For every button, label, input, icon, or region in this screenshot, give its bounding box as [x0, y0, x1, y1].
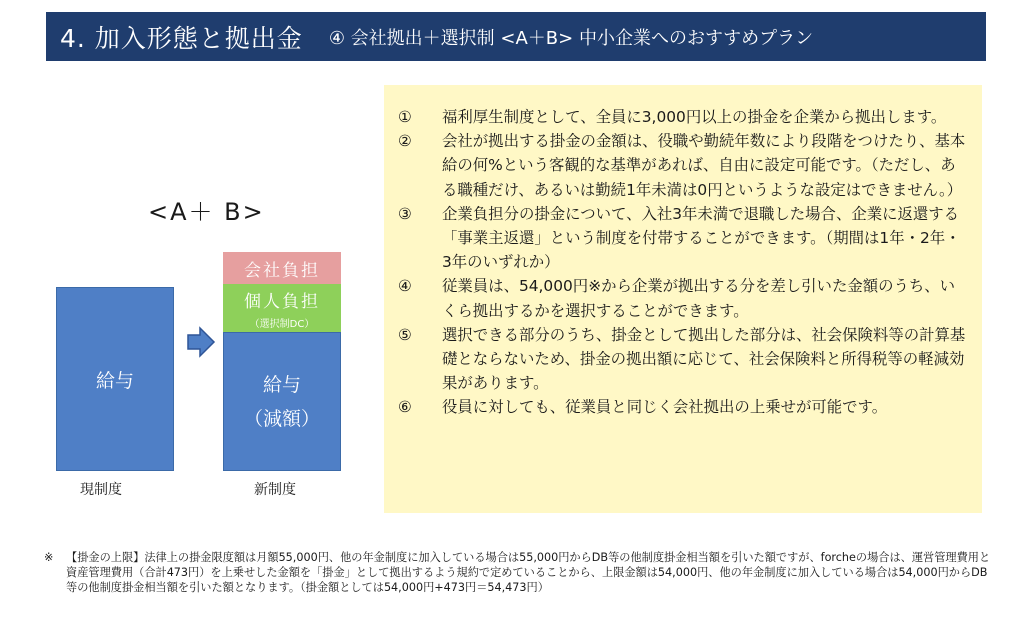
item-text: 従業員は、54,000円※から企業が拠出する分を差し引いた金額のうち、いくら拠出するかを選択することができます。	[442, 277, 956, 320]
note-mark: ※	[44, 551, 54, 564]
new-salary-label: 給与	[262, 373, 301, 396]
title-banner	[46, 12, 986, 61]
item-number: ②	[398, 132, 412, 151]
item-text: 役員に対しても、従業員と同じく会社拠出の上乗せが可能です。	[442, 398, 888, 417]
new-salary-bar	[223, 332, 341, 471]
list-item	[398, 274, 970, 322]
new-system-caption: 新制度	[254, 482, 296, 498]
explanation-box	[384, 85, 982, 513]
item-number: ④	[398, 277, 412, 296]
item-text: 企業負担分の掛金について、入社3年未満で退職した場合、企業に返還する「事業主返還」という制度を付帯することができます。（期間は1年・2年・3年のいずれか）	[442, 204, 961, 272]
current-system-caption: 現制度	[80, 482, 122, 498]
company-share-block	[223, 252, 341, 284]
old-salary-bar	[56, 287, 174, 471]
note-text: 【掛金の上限】法律上の掛金限度額は月額55,000円、他の年金制度に加入している場合は55,000円からDB等の他制度掛金相当額を引いた額ですが、forcheの場合は、運営管理費用と資産管理費用（合計473円）を上乗せした金額を「掛金」として拠出するよう規約で定めていることから、上限金額は54,000円、他の年金制度に加入している場合は54,000円からDB等の他制度掛金相当額を引いた額となります。（掛金額としては54,000円+473円＝54,473円）	[66, 551, 991, 594]
list-item	[398, 395, 970, 419]
item-text: 福利厚生制度として、全員に3,000円以上の掛金を企業から拠出します。	[442, 108, 947, 126]
reduced-label: （減額）	[243, 407, 320, 430]
page-subtitle: ④ 会社拠出＋選択制 <A＋B> 中小企業へのおすすめプラン	[328, 27, 814, 49]
item-number: ⑥	[398, 398, 412, 417]
list-item	[398, 323, 970, 396]
plan-label: <A＋ B>	[148, 198, 265, 226]
item-number: ⑤	[398, 325, 412, 344]
personal-share-block	[223, 284, 341, 332]
list-item	[398, 129, 970, 202]
right-arrow-icon	[186, 326, 216, 358]
item-number: ③	[398, 204, 412, 223]
old-salary-label: 給与	[95, 369, 134, 392]
company-share-label: 会社負担	[244, 260, 320, 281]
list-item	[398, 202, 970, 275]
personal-share-label: 個人負担	[244, 291, 320, 312]
footnote	[44, 550, 994, 595]
list-item	[398, 105, 970, 129]
item-text: 会社が拠出する掛金の金額は、役職や勤続年数により段階をつけたり、基本給の何%という客観的な基準があれば、自由に設定可能です。（ただし、ある職種だけ、あるいは勤続1年未満は0円というような設定はできません。）	[442, 132, 966, 199]
item-number: ①	[398, 108, 412, 126]
selective-dc-note: （選択制DC）	[249, 318, 315, 330]
item-text: 選択できる部分のうち、掛金として拠出した部分は、社会保険料等の計算基礎とならないため、掛金の拠出額に応じて、社会保険料と所得税等の軽減効果があります。	[442, 325, 966, 393]
page-title: 4. 加入形態と拠出金	[60, 23, 303, 53]
